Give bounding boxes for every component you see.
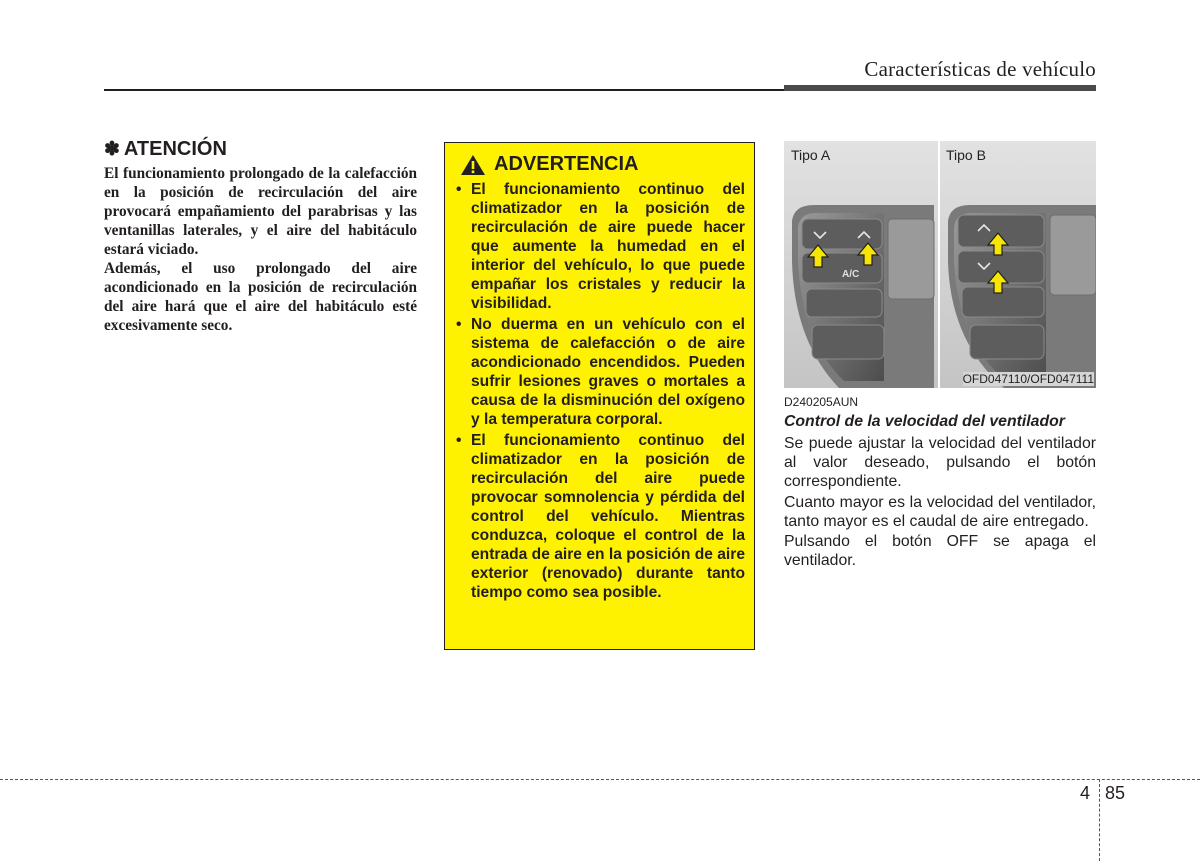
attention-paragraph-1: El funcionamiento prolongado de la calefacción en la posición de recirculación del aire provocará empañamiento del parabrisas y las ventanillas laterales, y el aire del habitáculo estará viciado. — [104, 165, 417, 258]
attention-title: ATENCIÓN — [123, 138, 227, 160]
warning-list — [454, 180, 745, 602]
section-code: D240205AUN — [784, 395, 859, 409]
header-rule-thick — [784, 85, 1096, 91]
warning-item: • No duerma en un vehículo con el sistema de calefacción o de aire acondicionado encendidos. Pueden sufrir lesiones graves o mortales a causa de la disminución del oxígeno y la temperatura corporal. — [454, 315, 745, 429]
fan-speed-section — [784, 412, 1096, 571]
header-rule — [104, 89, 784, 91]
warning-item: • El funcionamiento continuo del climatizador en la posición de recirculación del aire puede provocar somnolencia y pérdida del control del vehículo. Mientras conduzca, coloque el control de la entrada de aire en la posición de aire exterior (renovado) durante tanto tiempo como sea posible. — [454, 431, 745, 602]
page-number: 85 — [1105, 783, 1126, 803]
chapter-number: 4 — [1080, 783, 1091, 803]
tipo-b-label: Tipo B — [946, 147, 986, 163]
body-paragraph-3: Pulsando el botón OFF se apaga el ventilador. — [784, 533, 1096, 570]
figure-code: OFD047110/OFD047111 — [962, 372, 1094, 386]
footer-vertical-rule — [1099, 779, 1100, 861]
body-paragraph-1: Se puede ajustar la velocidad del ventilador al valor deseado, pulsando el botón correspondiente. — [784, 435, 1096, 491]
climate-panel-illustration — [784, 141, 1096, 388]
attention-note — [104, 138, 417, 335]
tipo-a-label: Tipo A — [791, 147, 831, 163]
warning-box — [444, 142, 755, 650]
figure-divider — [938, 141, 940, 388]
footer-rule — [0, 779, 1200, 780]
warning-triangle-icon — [460, 154, 486, 176]
warning-item: • El funcionamiento continuo del climatizador en la posición de recirculación de aire puede hacer que aumente la humedad en el interior del vehículo, lo que puede empañar los cristales y reducir la visibilidad. — [454, 180, 745, 313]
ac-label: A/C — [842, 269, 860, 280]
running-header-title: Características de vehículo — [864, 57, 1096, 81]
body-paragraph-2: Cuanto mayor es la velocidad del ventilador, tanto mayor es el caudal de aire entregado. — [784, 493, 1096, 530]
climate-control-figure — [784, 141, 1096, 388]
section-heading: Control de la velocidad del ventilador — [784, 413, 1065, 430]
attention-paragraph-2: Además, el uso prolongado del aire acondicionado en la posición de recirculación del aire hará que el aire del habitáculo esté excesivamente seco. — [104, 260, 417, 334]
star-icon: ✽ — [104, 139, 120, 160]
attention-heading — [104, 138, 417, 161]
warning-title: ADVERTENCIA — [494, 153, 639, 175]
warning-heading — [460, 153, 745, 176]
